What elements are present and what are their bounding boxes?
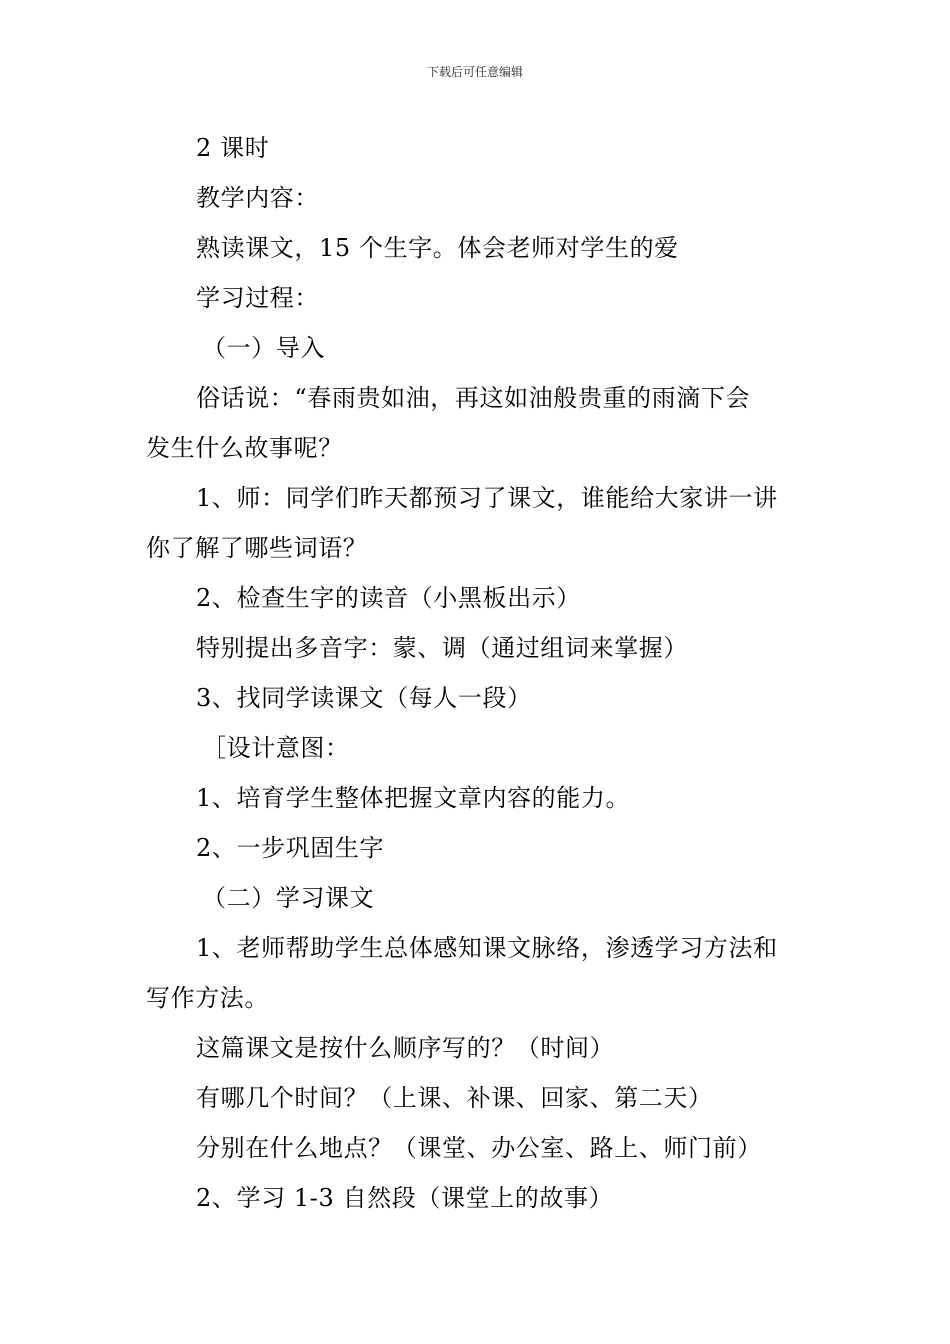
section-heading: （二）学习课文 [202,884,375,912]
text-line: 1、师：同学们昨天都预习了课文，谁能给大家讲一讲 [196,484,778,512]
text-line: 特别提出多音字：蒙、调（通过组词来掌握） [196,634,688,662]
text-line: 3、找同学读课文（每人一段） [196,684,532,712]
text-line: 1、培育学生整体把握文章内容的能力。 [196,784,631,812]
text-line: ［设计意图： [202,734,350,762]
text-line: 教学内容： [196,184,319,212]
page-header: 下载后可任意编辑 [426,65,523,79]
text-line: 分别在什么地点？（课堂、办公室、路上、师门前） [196,1134,762,1162]
text-line: 俗话说：“春雨贵如油，再这如油般贵重的雨滴下会 [196,384,751,412]
text-line: 熟读课文，15 个生字。体会老师对学生的爱 [196,234,679,262]
text-line: 你了解了哪些词语？ [146,534,368,562]
text-line: 发生什么故事呢？ [146,434,343,462]
text-line: 2、检查生字的读音（小黑板出示） [196,584,581,612]
text-line: 2、一步巩固生字 [196,834,385,862]
section-heading: （一）导入 [202,334,325,362]
text-line: 写作方法。 [146,984,269,1012]
text-line: 学习过程： [196,284,319,312]
text-line: 1、老师帮助学生总体感知课文脉络，渗透学习方法和 [196,934,778,962]
text-line: 2 课时 [196,134,270,162]
text-line: 这篇课文是按什么顺序写的？（时间） [196,1034,615,1062]
text-line: 有哪几个时间？（上课、补课、回家、第二天） [196,1084,713,1112]
text-line: 2、学习 1-3 自然段（课堂上的故事） [196,1184,614,1212]
